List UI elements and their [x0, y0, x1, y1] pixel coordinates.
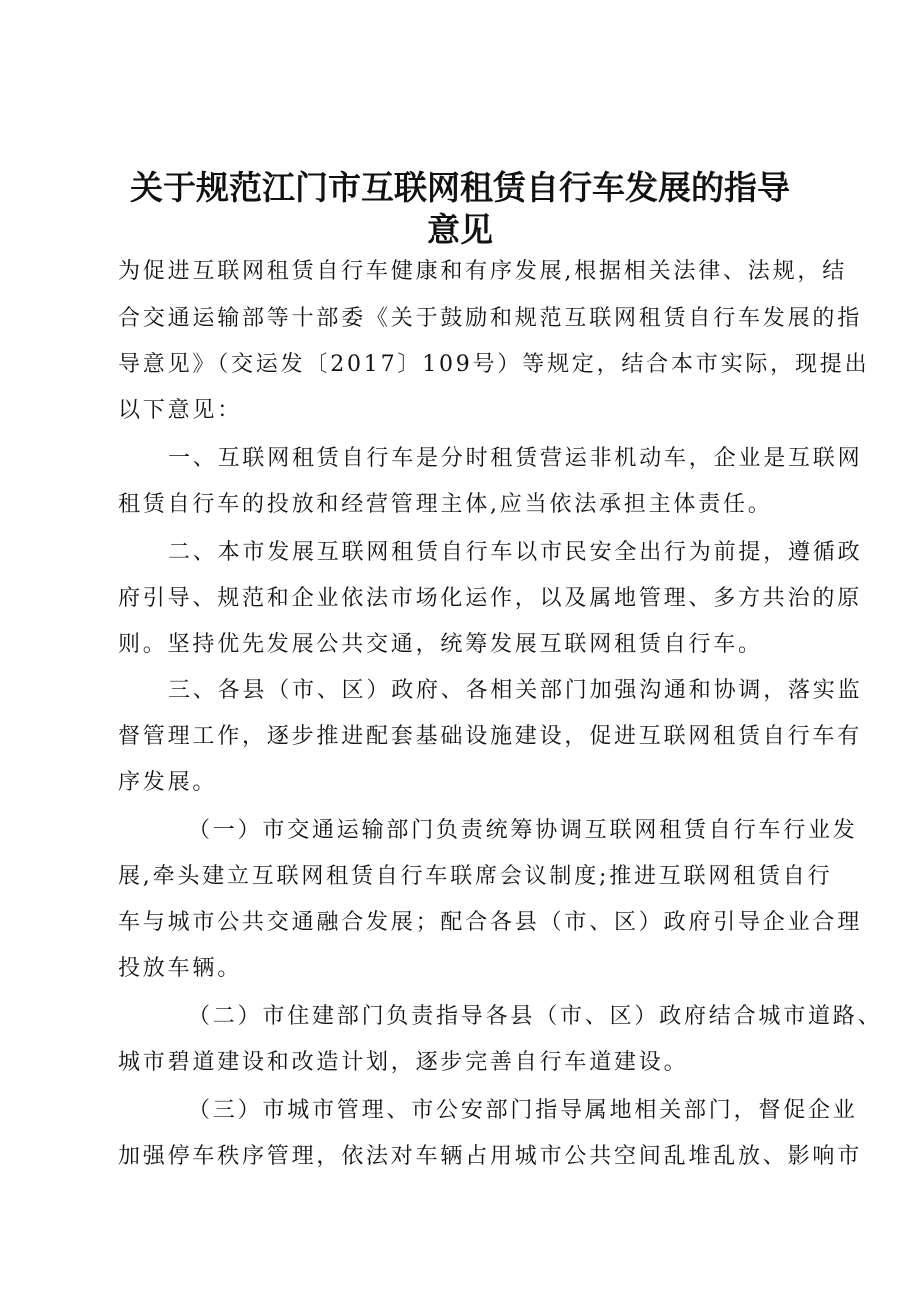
- subparagraph-3-line: 加强停车秩序管理，依法对车辆占用城市公共空间乱堆乱放、影响市: [118, 1144, 863, 1169]
- subparagraph-1-line: （一）市交通运输部门负责统筹协调互联网租赁自行车行业发: [188, 818, 858, 843]
- paragraph-1-line: 一、互联网租赁自行车是分时租赁营运非机动车，企业是互联网: [168, 446, 863, 471]
- subparagraph-3-line: （三）市城市管理、市公安部门指导属地相关部门，督促企业: [188, 1098, 858, 1123]
- subparagraph-2-line: （二）市住建部门负责指导各县（市、区）政府结合城市道路、: [188, 1004, 883, 1029]
- paragraph-3-line: 序发展。: [118, 770, 218, 795]
- paragraph-2-line: 则。坚持优先发展公共交通，统筹发展互联网租赁自行车。: [118, 632, 763, 657]
- paragraph-2-line: 二、本市发展互联网租赁自行车以市民安全出行为前提，遵循政: [168, 540, 863, 565]
- paragraph-1-line: 租赁自行车的投放和经营管理主体,应当依法承担主体责任。: [118, 492, 773, 517]
- document-title-line-2: 意见: [427, 210, 493, 249]
- subparagraph-2-line: 城市碧道建设和改造计划，逐步完善自行车道建设。: [118, 1050, 689, 1075]
- document-title-line-1: 关于规范江门市互联网租赁自行车发展的指导: [130, 168, 790, 207]
- paragraph-3-line: 督管理工作，逐步推进配套基础设施建设，促进互联网租赁自行车有: [118, 724, 863, 749]
- subparagraph-1-line: 车与城市公共交通融合发展；配合各县（市、区）政府引导企业合理: [118, 910, 863, 935]
- body-line: 以下意见：: [118, 398, 243, 423]
- paragraph-2-line: 府引导、规范和企业依法市场化运作，以及属地管理、多方共治的原: [118, 586, 863, 611]
- subparagraph-1-line: 投放车辆。: [118, 956, 243, 981]
- body-line: 导意见》（交运发〔2017〕109号）等规定，结合本市实际，现提出: [118, 352, 870, 377]
- paragraph-3-line: 三、各县（市、区）政府、各相关部门加强沟通和协调，落实监: [168, 678, 863, 703]
- body-line: 为促进互联网租赁自行车健康和有序发展,根据相关法律、法规，结: [118, 259, 847, 284]
- subparagraph-1-line: 展,牵头建立互联网租赁自行车联席会议制度;推进互联网租赁自行: [118, 864, 833, 889]
- body-line: 合交通运输部等十部委《关于鼓励和规范互联网租赁自行车发展的指: [118, 306, 863, 331]
